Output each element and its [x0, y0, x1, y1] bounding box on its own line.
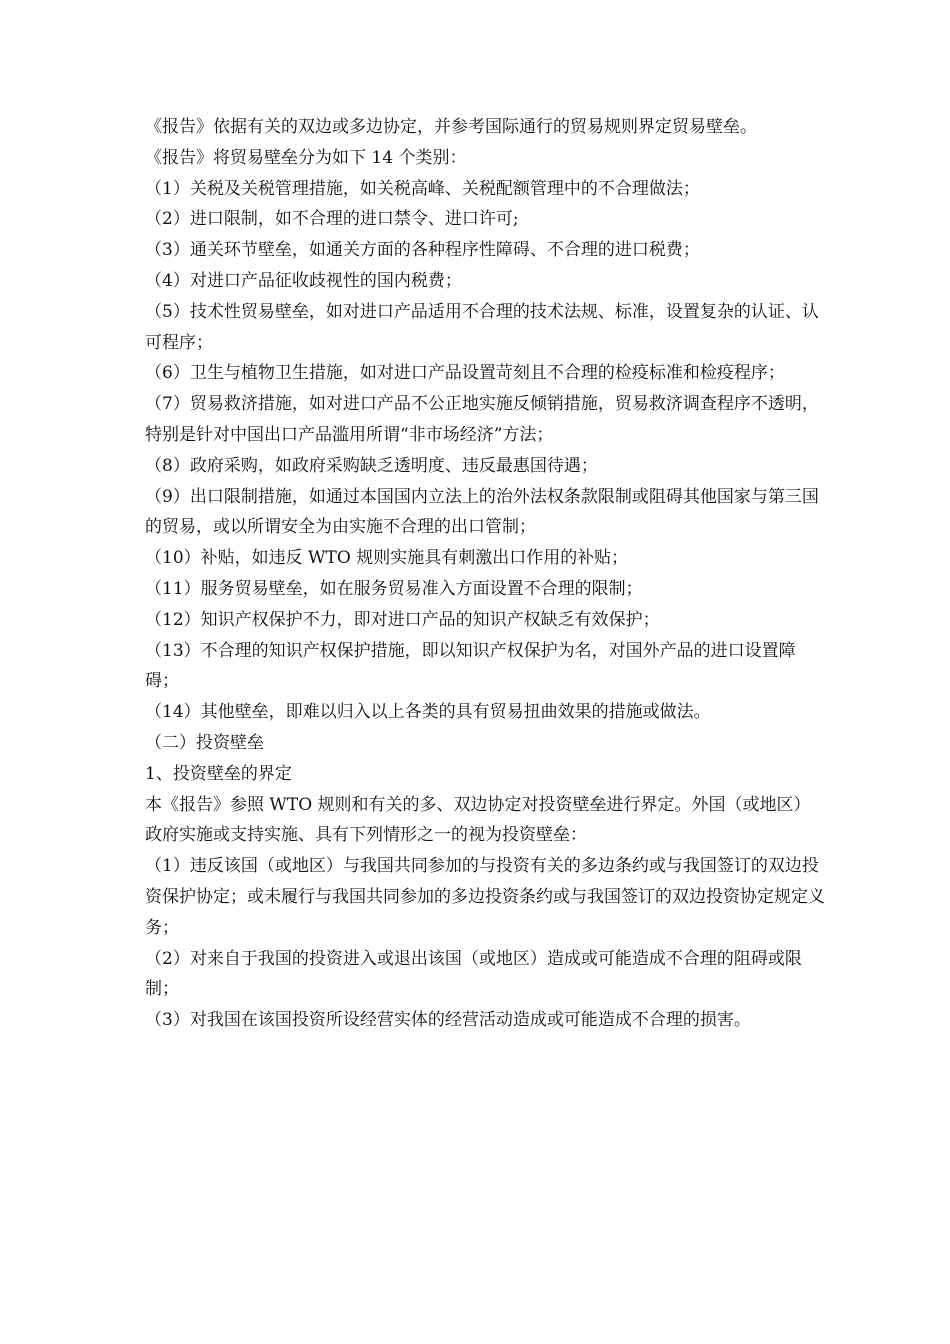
list-item: （13）不合理的知识产权保护措施，即以知识产权保护为名，对国外产品的进口设置障碍；: [145, 640, 796, 692]
list-item: （1）关税及关税管理措施，如关税高峰、关税配额管理中的不合理做法；: [145, 178, 700, 199]
paragraph: 《报告》将贸易壁垒分为如下 14 个类别：: [145, 147, 467, 168]
list-item: （1）违反该国（或地区）与我国共同参加的与投资有关的多边条约或与我国签订的双边投资保护协定；或未履行与我国共同参加的多边投资条约或与我国签订的双边投资协定规定义务；: [145, 856, 825, 938]
list-item: （8）政府采购，如政府采购缺乏透明度、违反最惠国待遇；: [145, 455, 598, 476]
subsection-heading: 1、投资壁垒的界定: [145, 763, 292, 784]
list-item: （9）出口限制措施，如通过本国国内立法上的治外法权条款限制或阻碍其他国家与第三国的贸易，或以所谓安全为由实施不合理的出口管制；: [145, 486, 819, 538]
list-item: （3）通关环节壁垒，如通关方面的各种程序性障碍、不合理的进口税费；: [145, 240, 700, 261]
list-item: （5）技术性贸易壁垒，如对进口产品适用不合理的技术法规、标准，设置复杂的认证、认可程序；: [145, 301, 819, 353]
list-item: （11）服务贸易壁垒，如在服务贸易准入方面设置不合理的限制；: [145, 578, 643, 599]
list-item: （7）贸易救济措施，如对进口产品不公正地实施反倾销措施，贸易救济调查程序不透明，特别是针对中国出口产品滥用所谓“非市场经济”方法；: [145, 394, 819, 445]
list-item: （10）补贴，如违反 WTO 规则实施具有刺激出口作用的补贴；: [145, 548, 629, 569]
list-item: （6）卫生与植物卫生措施，如对进口产品设置苛刻且不合理的检疫标准和检疫程序；: [145, 363, 785, 384]
section-heading: （二）投资壁垒: [145, 732, 264, 753]
list-item: （3）对我国在该国投资所设经营实体的经营活动造成或可能造成不合理的损害。: [145, 1010, 751, 1031]
list-item: （2）进口限制，如不合理的进口禁令、进口许可;: [145, 209, 519, 230]
paragraph: 本《报告》参照 WTO 规则和有关的多、双边协定对投资壁垒进行界定。外国（或地区）政府实施或支持实施、具有下列情形之一的视为投资壁垒：: [145, 794, 811, 846]
document-page: [145, 112, 825, 1036]
list-item: （2）对来自于我国的投资进入或退出该国（或地区）造成或可能造成不合理的阻碍或限制；: [145, 948, 802, 1000]
list-item: （4）对进口产品征收歧视性的国内税费；: [145, 270, 462, 291]
list-item: （14）其他壁垒，即难以归入以上各类的具有贸易扭曲效果的措施或做法。: [145, 702, 711, 723]
paragraph: 《报告》依据有关的双边或多边协定，并参考国际通行的贸易规则界定贸易壁垒。: [145, 117, 757, 137]
list-item: （12）知识产权保护不力，即对进口产品的知识产权缺乏有效保护；: [145, 609, 660, 630]
